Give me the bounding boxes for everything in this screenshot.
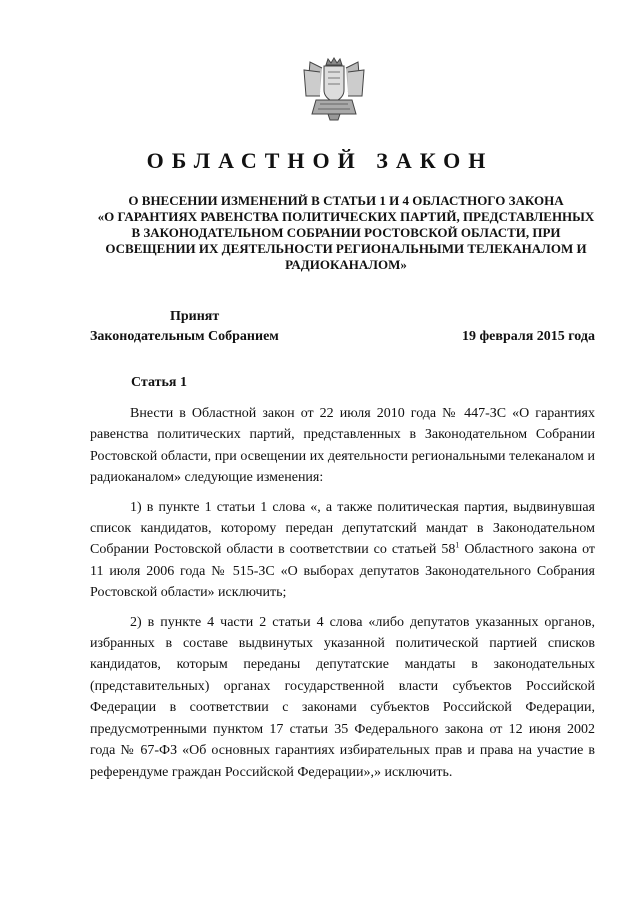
amendment-item-2: 2) в пункте 4 части 2 статьи 4 слова «либо депутатов указанных органов, избранных в составе выдвинутых указанной политической партией списков кандидатов, которым переданы депутатские мандаты в законодательных (представительных) органах государственной власти субъектов Российской Федерации в соответствии с законами субъектов Российской Федерации, предусмотренными пунктом 17 статьи 35 Федерального закона от 12 июня 2002 года № 67-ФЗ «Об основных гарантиях избирательных прав и права на участие в референдуме граждан Российской Федерации»,» исключить. [90,614,595,780]
rostov-oblast-coat-of-arms-icon [298,56,370,124]
article-body [90,403,595,791]
adopted-label: Принят [170,309,220,324]
article-superscript: 1 [455,540,460,550]
amendment-item-1 [90,497,595,604]
adopted-by-body: Законодательным Собранием [90,329,279,344]
law-type-heading: ОБЛАСТНОЙ ЗАКОН [146,148,494,173]
intro-paragraph: Внести в Областной закон от 22 июля 2010 года № 447-ЗС «О гарантиях равенства политических партий, представленных в Законодательном Собрании Ростовской области, при освещении их деятельности региональными телеканалом и радиоканалом» следующие изменения: [90,406,595,486]
amendment-item-1-text-cont: Областного закона от 11 июля 2006 года № 515-ЗС «О выборах депутатов Законодательного Собрания Ростовской области» исключить; [90,542,596,601]
amendment-item-1-text: 1) в пункте 1 статьи 1 слова «, а также политическая партия, выдвинувшая список кандидатов, которому передан депутатский мандат в Законодательном Собрании Ростовской области в соответствии со статьей 58 [90,499,595,558]
law-title [86,193,606,273]
law-title-line: «О ГАРАНТИЯХ РАВЕНСТВА ПОЛИТИЧЕСКИХ ПАРТИЙ, ПРЕДСТАВЛЕННЫХ [97,209,595,224]
law-title-line: РАДИОКАНАЛОМ» [285,257,407,272]
law-title-line: ОСВЕЩЕНИИ ИХ ДЕЯТЕЛЬНОСТИ РЕГИОНАЛЬНЫМИ ТЕЛЕКАНАЛОМ И [105,241,587,256]
law-title-line: О ВНЕСЕНИИ ИЗМЕНЕНИЙ В СТАТЬИ 1 И 4 ОБЛАСТНОГО ЗАКОНА [128,193,564,208]
adoption-date: 19 февраля 2015 года [462,329,595,344]
article-heading: Статья 1 [131,375,187,390]
law-title-line: В ЗАКОНОДАТЕЛЬНОМ СОБРАНИИ РОСТОВСКОЙ ОБЛАСТИ, ПРИ [131,225,561,240]
adoption-block [90,309,595,349]
